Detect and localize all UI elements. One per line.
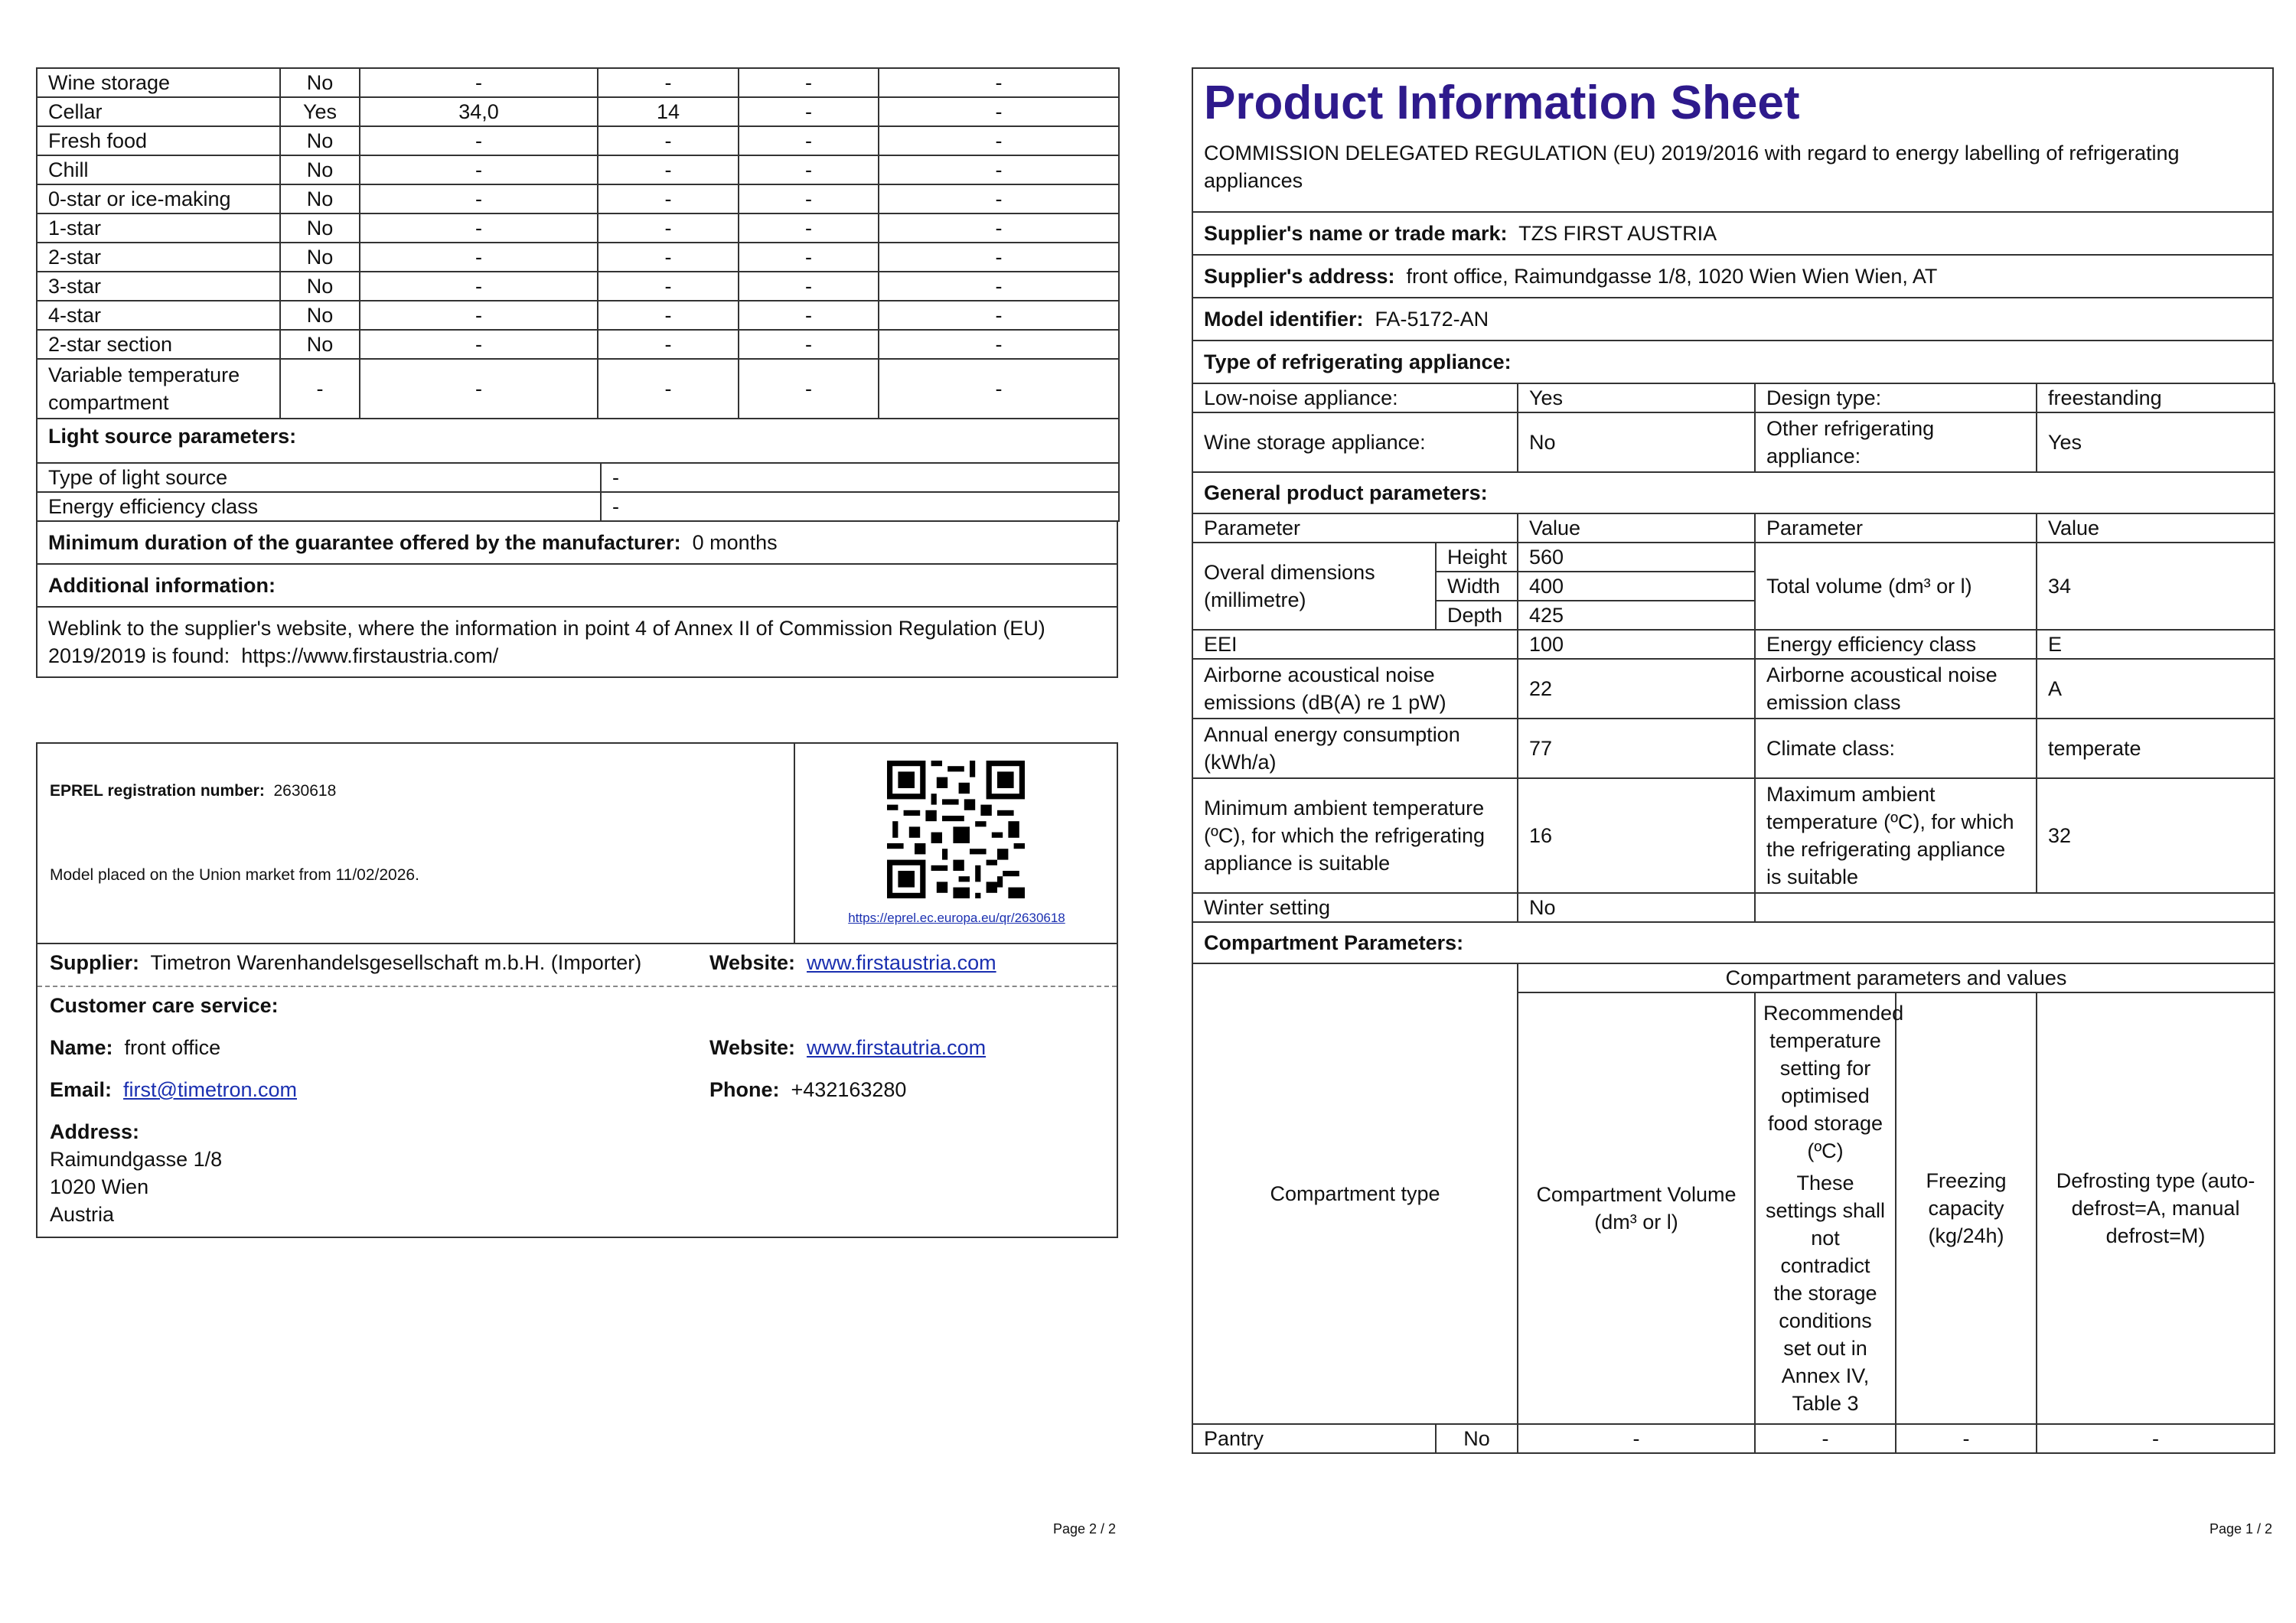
compartment-volume: - — [360, 213, 598, 243]
compartment-defrost: - — [879, 213, 1119, 243]
compartment-defrost: - — [879, 155, 1119, 184]
supplier-row — [50, 949, 1106, 976]
email-label: Email: — [50, 1078, 113, 1101]
compartment-present: No — [280, 213, 360, 243]
width-value: 400 — [1518, 572, 1755, 601]
param-header: Parameter — [1192, 513, 1518, 543]
compartment-present: Yes — [280, 97, 360, 126]
compartment-type: Cellar — [37, 97, 280, 126]
eprel-qr-link[interactable]: https://eprel.ec.europa.eu/qr/2630618 — [848, 911, 1065, 925]
compartment-defrost: - — [879, 301, 1119, 330]
compartment-params-header: Compartment parameters and values — [1518, 963, 2275, 992]
additional-header: Additional information: — [37, 564, 1117, 607]
compartment-row — [37, 68, 1119, 97]
compartment-volume: - — [360, 155, 598, 184]
winter-value: No — [1518, 893, 1755, 922]
phone-label: Phone: — [709, 1078, 780, 1101]
light-source-table — [36, 462, 1120, 522]
compartment-present: No — [280, 330, 360, 359]
page-number-right: Page 1 / 2 — [2210, 1521, 2273, 1537]
wine-storage-label: Wine storage appliance: — [1192, 412, 1518, 472]
compartment-present: No — [280, 184, 360, 213]
noise-class-label: Airborne acoustical noise emission class — [1755, 659, 2037, 719]
guarantee-value: 0 months — [692, 531, 778, 554]
variable-temperature-row — [37, 359, 1119, 419]
recommended-temp-note: These settings shall not contradict the storage conditions set out in Annex IV, Table 3 — [1765, 1172, 1886, 1415]
height-label: Height — [1436, 543, 1518, 572]
low-noise-label: Low-noise appliance: — [1192, 383, 1518, 412]
compartment-row — [37, 155, 1119, 184]
compartment-temperature: - — [598, 126, 739, 155]
compartment-temperature: - — [598, 68, 739, 97]
compartment-present: No — [280, 272, 360, 301]
supplier-address-row — [1192, 255, 2273, 298]
guarantee-label: Minimum duration of the guarantee offered by the manufacturer: — [48, 531, 681, 554]
compartment-params-table — [1192, 963, 2275, 1454]
compartment-present: No — [280, 301, 360, 330]
compartment-freezing: - — [739, 126, 879, 155]
guarantee-row — [37, 521, 1117, 564]
defrosting-type-header: Defrosting type (auto-defrost=A, manual defrost=M) — [2037, 992, 2275, 1424]
pantry-row — [1192, 1424, 2275, 1453]
compartment-header: Compartment Parameters: — [1192, 922, 2275, 963]
cc-website-link[interactable]: www.firstautria.com — [807, 1036, 987, 1059]
compartment-defrost: - — [879, 97, 1119, 126]
compartment-type: Wine storage — [37, 68, 280, 97]
address-label: Address: — [50, 1120, 140, 1143]
compartment-freezing: - — [739, 330, 879, 359]
noise-label: Airborne acoustical noise emissions (dB(A) re 1 pW) — [1192, 659, 1518, 719]
dimensions-label: Overal dimensions (millimetre) — [1192, 543, 1436, 630]
market-text: Model placed on the Union market from 11/02/2026. — [50, 866, 419, 884]
qr-code-icon[interactable] — [887, 761, 1025, 898]
compartment-volume: - — [360, 184, 598, 213]
title-cell — [1192, 68, 2273, 212]
dashed-divider — [38, 986, 1117, 987]
eprel-number: 2630618 — [273, 782, 337, 800]
compartment-row — [37, 97, 1119, 126]
page-1 — [1192, 67, 2274, 1454]
compartment-temperature: - — [598, 301, 739, 330]
eei-value: 100 — [1518, 630, 1755, 659]
compartment-type: Fresh food — [37, 126, 280, 155]
compartment-freezing: - — [739, 97, 879, 126]
compartment-row — [37, 301, 1119, 330]
compartment-present: No — [280, 155, 360, 184]
compartment-temperature: 14 — [598, 97, 739, 126]
model-value: FA-5172-AN — [1375, 308, 1489, 331]
compartment-row — [37, 330, 1119, 359]
compartment-row — [37, 213, 1119, 243]
noise-value: 22 — [1518, 659, 1755, 719]
general-params-table — [1192, 513, 2275, 964]
min-temp-label: Minimum ambient temperature (ºC), for which the refrigerating appliance is suitable — [1192, 778, 1518, 893]
info-header-table — [1192, 67, 2274, 384]
light-type-label: Type of light source — [37, 463, 601, 492]
light-source-header: Light source parameters: — [37, 419, 1119, 463]
compartment-type: 2-star section — [37, 330, 280, 359]
eprel-info — [50, 782, 336, 800]
compartment-temperature: - — [598, 330, 739, 359]
compartment-type: Chill — [37, 155, 280, 184]
appliance-type-table — [1192, 383, 2275, 514]
design-type-value: freestanding — [2037, 383, 2275, 412]
light-type-value: - — [601, 463, 1119, 492]
customer-care-header: Customer care service: — [50, 994, 279, 1017]
website-label: Website: — [709, 951, 796, 974]
compartment-present: No — [280, 243, 360, 272]
page-title: Product Information Sheet — [1204, 77, 1800, 129]
compartment-type: Variable temperature compartment — [37, 359, 280, 419]
compartment-temperature: - — [598, 184, 739, 213]
climate-label: Climate class: — [1755, 719, 2037, 778]
phone-value: +432163280 — [791, 1078, 907, 1101]
max-temp-value: 32 — [2037, 778, 2275, 893]
weblink-row — [37, 607, 1117, 677]
compartment-defrost: - — [879, 184, 1119, 213]
supplier-value: Timetron Warenhandelsgesellschaft m.b.H. (Importer) — [150, 951, 642, 974]
min-temp-value: 16 — [1518, 778, 1755, 893]
compartment-type: 0-star or ice-making — [37, 184, 280, 213]
compartment-defrost: - — [879, 272, 1119, 301]
additional-table — [36, 520, 1118, 678]
eei-label: EEI — [1192, 630, 1518, 659]
compartment-row — [37, 243, 1119, 272]
compartment-table-continued — [36, 67, 1120, 464]
pantry-freezing: - — [1896, 1424, 2037, 1453]
climate-value: temperate — [2037, 719, 2275, 778]
compartment-defrost: - — [879, 126, 1119, 155]
recommended-temp-header — [1755, 992, 1904, 1424]
depth-label: Depth — [1436, 601, 1518, 630]
pantry-label: Pantry — [1192, 1424, 1436, 1453]
compartment-temperature: - — [598, 243, 739, 272]
supplier-name-value: TZS FIRST AUSTRIA — [1518, 222, 1717, 245]
address-line: Raimundgasse 1/8 — [50, 1148, 223, 1171]
supplier-address-value: front office, Raimundgasse 1/8, 1020 Wien Wien Wien, AT — [1406, 265, 1938, 288]
supplier-name-row — [1192, 212, 2273, 255]
max-temp-label: Maximum ambient temperature (ºC), for which the refrigerating appliance is suitable — [1755, 778, 2037, 893]
address-line: 1020 Wien — [50, 1175, 149, 1198]
compartment-freezing: - — [739, 155, 879, 184]
pantry-volume: - — [1518, 1424, 1755, 1453]
compartment-volume: - — [360, 301, 598, 330]
low-noise-value: Yes — [1518, 383, 1755, 412]
value-header: Value — [1518, 513, 1755, 543]
weblink-text: Weblink to the supplier's website, where the information in point 4 of Annex II of Commission Regulation (EU) 2019/2019 is found: — [48, 617, 1045, 667]
compartment-type: 4-star — [37, 301, 280, 330]
compartment-freezing: - — [739, 243, 879, 272]
light-source-header-row — [37, 419, 1119, 463]
light-class-label: Energy efficiency class — [37, 492, 601, 521]
general-header: General product parameters: — [1192, 472, 2275, 513]
compartment-row — [37, 272, 1119, 301]
model-label: Model identifier: — [1204, 308, 1364, 331]
compartment-volume: - — [360, 330, 598, 359]
ee-class-value: E — [2037, 630, 2275, 659]
noise-class-value: A — [2037, 659, 2275, 719]
other-appliance-value: Yes — [2037, 412, 2275, 472]
wine-storage-value: No — [1518, 412, 1755, 472]
compartment-defrost: - — [879, 359, 1119, 419]
cc-website-label: Website: — [709, 1036, 796, 1059]
compartment-present: No — [280, 126, 360, 155]
compartment-row — [37, 126, 1119, 155]
compartment-volume: - — [360, 126, 598, 155]
email-link[interactable]: first@timetron.com — [123, 1078, 297, 1101]
compartment-temperature: - — [598, 272, 739, 301]
depth-value: 425 — [1518, 601, 1755, 630]
appliance-type-header: Type of refrigerating appliance: — [1192, 341, 2273, 383]
annual-consumption-label: Annual energy consumption (kWh/a) — [1192, 719, 1518, 778]
compartment-freezing: - — [739, 359, 879, 419]
compartment-volume-header: Compartment Volume (dm³ or l) — [1518, 992, 1755, 1424]
page-number-left: Page 2 / 2 — [1053, 1521, 1117, 1537]
compartment-type: 1-star — [37, 213, 280, 243]
compartment-temperature: - — [598, 359, 739, 419]
supplier-label: Supplier: — [50, 951, 140, 974]
customer-care-section — [50, 992, 1106, 1228]
annual-consumption-value: 77 — [1518, 719, 1755, 778]
page-2 — [36, 67, 1118, 678]
light-class-value: - — [601, 492, 1119, 521]
empty-cell — [1755, 893, 2275, 922]
qr-section — [794, 744, 1118, 943]
compartment-volume: - — [360, 359, 598, 419]
eprel-contact-box — [36, 742, 1118, 1238]
total-volume-label: Total volume (dm³ or l) — [1755, 543, 2037, 630]
website-link[interactable]: www.firstaustria.com — [807, 951, 996, 974]
compartment-volume: - — [360, 68, 598, 97]
compartment-temperature: - — [598, 213, 739, 243]
regulation-text: COMMISSION DELEGATED REGULATION (EU) 2019/2016 with regard to energy labelling of refrigerating appliances — [1204, 142, 2180, 192]
ee-class-label: Energy efficiency class — [1755, 630, 2037, 659]
compartment-freezing: - — [739, 68, 879, 97]
compartment-freezing: - — [739, 184, 879, 213]
winter-label: Winter setting — [1192, 893, 1518, 922]
compartment-volume: - — [360, 272, 598, 301]
eprel-section — [38, 744, 1117, 944]
compartment-type-header: Compartment type — [1192, 963, 1518, 1424]
pantry-defrost: - — [2037, 1424, 2275, 1453]
compartment-type: 2-star — [37, 243, 280, 272]
compartment-present: - — [280, 359, 360, 419]
recommended-temp-text: Recommended temperature setting for optimised food storage (ºC) — [1763, 1002, 1904, 1162]
supplier-address-label: Supplier's address: — [1204, 265, 1395, 288]
compartment-type: 3-star — [37, 272, 280, 301]
name-label: Name: — [50, 1036, 113, 1059]
design-type-label: Design type: — [1755, 383, 2037, 412]
eprel-label: EPREL registration number: — [50, 782, 265, 800]
compartment-freezing: - — [739, 301, 879, 330]
pantry-present: No — [1436, 1424, 1518, 1453]
compartment-volume: 34,0 — [360, 97, 598, 126]
width-label: Width — [1436, 572, 1518, 601]
param-header: Parameter — [1755, 513, 2037, 543]
pantry-temperature: - — [1755, 1424, 1896, 1453]
total-volume-value: 34 — [2037, 543, 2275, 630]
compartment-row — [37, 184, 1119, 213]
compartment-present: No — [280, 68, 360, 97]
other-appliance-label: Other refrigerating appliance: — [1755, 412, 2037, 472]
compartment-temperature: - — [598, 155, 739, 184]
freezing-capacity-header: Freezing capacity (kg/24h) — [1896, 992, 2037, 1424]
compartment-volume: - — [360, 243, 598, 272]
compartment-freezing: - — [739, 213, 879, 243]
name-value: front office — [124, 1036, 221, 1059]
weblink-url[interactable]: https://www.firstaustria.com/ — [241, 644, 499, 667]
compartment-defrost: - — [879, 330, 1119, 359]
address-line: Austria — [50, 1203, 115, 1226]
value-header: Value — [2037, 513, 2275, 543]
height-value: 560 — [1518, 543, 1755, 572]
compartment-defrost: - — [879, 68, 1119, 97]
supplier-name-label: Supplier's name or trade mark: — [1204, 222, 1508, 245]
compartment-defrost: - — [879, 243, 1119, 272]
model-row — [1192, 298, 2273, 341]
compartment-freezing: - — [739, 272, 879, 301]
